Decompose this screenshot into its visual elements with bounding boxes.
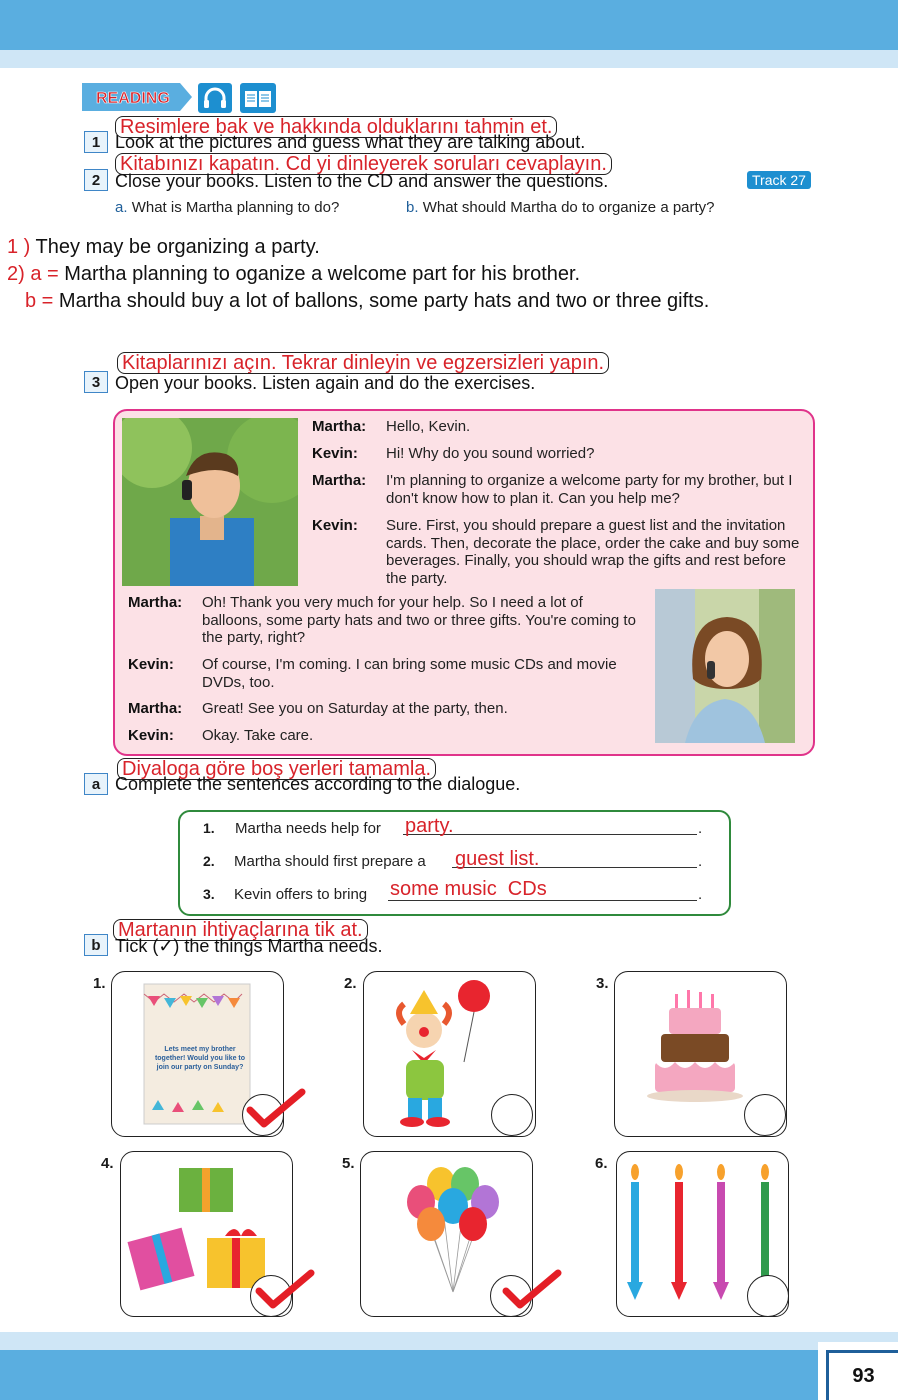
dialogue-name: Kevin: — [128, 727, 174, 744]
book-icon — [240, 83, 276, 113]
q3-text: Open your books. Listen again and do the exercises. — [115, 373, 536, 393]
check-mark-icon — [502, 1269, 562, 1309]
completion-text: Martha needs help for — [235, 820, 381, 837]
dialogue-name: Martha: — [128, 700, 183, 717]
card-number: 6. — [595, 1155, 608, 1172]
completion-answer: party. — [405, 815, 454, 837]
check-mark-icon — [255, 1269, 315, 1309]
dialogue-name: Martha: — [312, 418, 367, 435]
qb-letter: b — [84, 934, 108, 956]
check-mark-icon — [246, 1088, 306, 1128]
dialogue-name: Martha: — [128, 594, 183, 611]
q2-b-question — [406, 199, 715, 216]
answer-line-1 — [7, 236, 320, 259]
dialogue-line: Oh! Thank you very much for your help. So I need a lot of balloons, some party hats and two or three gifts. You're coming to the party, right? — [202, 594, 636, 646]
kevin-photo — [122, 418, 298, 586]
tick-circle[interactable] — [744, 1094, 786, 1136]
dialogue-name: Kevin: — [312, 517, 358, 534]
qa-text: Complete the sentences according to the dialogue. — [115, 774, 521, 794]
answer-line-3 — [25, 290, 709, 313]
qb-text: Tick (✓) the things Martha needs. — [115, 936, 383, 956]
q2-turkish: Kitabınızı kapatın. Cd yi dinleyerek soruları cevaplayın. — [115, 153, 612, 175]
completion-answer: some music CDs — [390, 878, 547, 900]
tick-circle[interactable] — [747, 1275, 789, 1317]
q2-text: Close your books. Listen to the CD and answer the questions. — [115, 171, 609, 191]
dialogue-name: Kevin: — [312, 445, 358, 462]
reading-label: READING — [96, 90, 170, 107]
completion-num: 3. — [203, 886, 215, 902]
q2-sub-questions — [115, 199, 339, 216]
invitation-card-text: Lets meet my brother together! Would you like to join our party on Sunday? — [154, 1046, 246, 1071]
dialogue-line: Great! See you on Saturday at the party, then. — [202, 700, 508, 717]
completion-end: . — [698, 820, 703, 837]
headphones-icon — [198, 83, 232, 113]
q2-b-letter: b. — [406, 199, 419, 216]
completion-num: 2. — [203, 853, 215, 869]
q1-text: Look at the pictures and guess what they are talking about. — [115, 132, 586, 152]
dialogue-name: Martha: — [312, 472, 367, 489]
dialogue-line: Sure. First, you should prepare a guest list and the invitation cards. Then, decorate the place, order the cake and buy some beverages. Finally, you should wrap the gifts and rest before the party. — [386, 517, 800, 587]
completion-end: . — [698, 853, 703, 870]
q3-number: 3 — [84, 371, 108, 393]
q2-a-text: What is Martha planning to do? — [131, 199, 340, 216]
top-band-light — [0, 50, 898, 68]
q2-number: 2 — [84, 169, 108, 191]
card-number: 1. — [93, 975, 106, 992]
q3-turkish: Kitaplarınızı açın. Tekrar dinleyin ve egzersizleri yapın. — [117, 352, 609, 374]
answer-3-num: b = — [25, 290, 54, 312]
tick-circle[interactable] — [491, 1094, 533, 1136]
answer-2-text: Martha planning to oganize a welcome part for his brother. — [64, 263, 581, 285]
q2-a-letter: a. — [115, 199, 128, 216]
completion-text: Kevin offers to bring — [234, 886, 368, 903]
q2-b-text: What should Martha do to organize a party? — [422, 199, 715, 216]
card-number: 4. — [101, 1155, 114, 1172]
answer-1-num: 1 ) — [7, 236, 31, 258]
bottom-band — [0, 1350, 898, 1400]
answer-3-text: Martha should buy a lot of ballons, some party hats and two or three gifts. — [58, 290, 710, 312]
track-badge: Track 27 — [747, 171, 811, 189]
dialogue-line: Hello, Kevin. — [386, 418, 471, 435]
dialogue-line: Hi! Why do you sound worried? — [386, 445, 595, 462]
dialogue-line: Of course, I'm coming. I can bring some music CDs and movie DVDs, too. — [202, 656, 617, 691]
bottom-band-light — [0, 1332, 898, 1350]
martha-photo — [655, 589, 795, 743]
completion-end: . — [698, 886, 703, 903]
qa-letter: a — [84, 773, 108, 795]
answer-2-num: 2) a = — [7, 263, 59, 285]
qa-turkish: Diyaloga göre boş yerleri tamamla. — [117, 758, 436, 780]
card-number: 2. — [344, 975, 357, 992]
top-band — [0, 0, 898, 50]
answer-line-2 — [7, 263, 580, 286]
dialogue-name: Kevin: — [128, 656, 174, 673]
answer-1-text: They may be organizing a party. — [35, 236, 320, 258]
page-number: 93 — [826, 1350, 898, 1400]
reading-badge — [82, 83, 192, 111]
completion-num: 1. — [203, 820, 215, 836]
completion-answer: guest list. — [455, 848, 540, 870]
card-number: 5. — [342, 1155, 355, 1172]
dialogue-line: Okay. Take care. — [202, 727, 314, 744]
dialogue-line: I'm planning to organize a welcome party for my brother, but I don't know how to plan it. Can you help me? — [386, 472, 793, 507]
q1-turkish: Resimlere bak ve hakkında olduklarını tahmin et. — [115, 116, 557, 138]
qb-turkish: Martanın ihtiyaçlarına tik at. — [113, 919, 368, 941]
completion-text: Martha should first prepare a — [234, 853, 426, 870]
q1-number: 1 — [84, 131, 108, 153]
card-number: 3. — [596, 975, 609, 992]
